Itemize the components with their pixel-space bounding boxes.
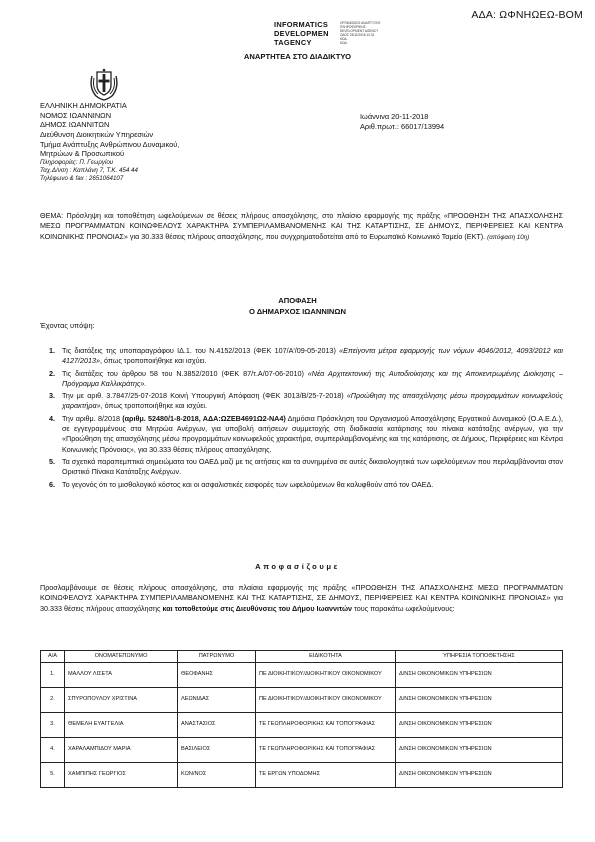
beneficiaries-table <box>40 650 562 788</box>
cell-specialty: ΠΕ ΔΙΟΙΚΗΤΙΚΟΥ/ΔΙΟΙΚΗΤΙΚΟΥ ΟΙΚΟΝΟΜΙΚΟΥ <box>256 663 396 688</box>
phone-fax: Τηλέφωνο & fax : 2651064107 <box>40 174 124 182</box>
agency-line: INFORMATICS <box>274 20 329 29</box>
subject-text: ΘΕΜΑ: Πρόσληψη και τοποθέτηση ωφελούμενων σε θέσεις πλήρους απασχόλησης, στο πλαίσιο εφαρμογής της πράξης «ΠΡΟΩΘΗΣΗ ΤΗΣ ΑΠΑΣΧΟΛΗΣΗΣ ΜΕΣΩ ΠΡΟΓΡΑΜΜΑΤΩΝ ΚΟΙΝΩΦΕΛΟΥΣ ΧΑΡΑΚΤΗΡΑ ΣΥΜΠΕΡΙΛΑΜΒΑΝΟΜΕΝΗΣ ΚΑΙ ΤΗΣ ΚΑΤΑΡΤΙΣΗΣ, ΣΕ ΔΗΜΟΥΣ, ΠΕΡΙΦΕΡΕΙΕΣ ΚΑΙ ΚΕΝΤΡΑ ΚΟΙΝΩΝΙΚΗΣ ΠΡΟΝΟΙΑΣ» για 30.333 θέσεις πλήρους απασχόλησης, που συγχρηματοδοτείται από το Ευρωπαϊκό Κοινωνικό Ταμείο (ΕΚΤ). <box>40 211 563 241</box>
cell-name: ΣΠΥΡΟΠΟΥΛΟΥ ΧΡΙΣΤΙΝΑ <box>65 688 178 713</box>
postal-address: Ταχ.Δ/νση : Καπλάνη 7, Τ.Κ. 454 44 <box>40 166 138 174</box>
country-name: ΕΛΛΗΝΙΚΗ ΔΗΜΟΚΡΑΤΙΑ <box>40 101 127 110</box>
item-number: 4. <box>49 413 55 423</box>
cell-father: ΘΕΟΦΑΝΗΣ <box>178 663 256 688</box>
agency-line: DEVELOPMEN <box>274 29 329 39</box>
agency-stamp-line: ΟΔΟΣ 25/11/2018 13:31 <box>340 33 375 37</box>
greek-emblem-icon <box>86 66 122 102</box>
consideration-item <box>40 480 563 490</box>
col-header-specialty: ΕΙΔΙΚΟΤΗΤΑ <box>256 651 396 663</box>
item-title: «Νέα Αρχιτεκτονική της Αυτοδιοίκησης και της Αποκεντρωμένης Διοίκησης – Πρόγραμμα Καλλικράτης». <box>62 368 563 388</box>
table-header-row <box>41 651 563 663</box>
cell-service: Δ/ΝΣΗ ΟΙΚΟΝΟΜΙΚΩΝ ΥΠΗΡΕΣΙΩΝ <box>396 763 563 788</box>
cell-name: ΧΑΜΠΙΠΗΣ ΓΕΩΡΓΙΟΣ <box>65 763 178 788</box>
col-header-name: ΟΝΟΜΑΤΕΠΩΝΥΜΟ <box>65 651 178 663</box>
subject-paragraph <box>40 211 563 243</box>
consideration-item <box>40 457 563 477</box>
info-contact: Πληροφορίες: Π. Γεωργίου <box>40 158 114 166</box>
item-number: 1. <box>49 346 55 355</box>
consideration-item <box>40 346 563 366</box>
item-text: Τις διατάξεις της υποπαραγράφου ΙΔ.1. του Ν.4152/2013 (ΦΕΚ 107/Α'/09-05-2013) <box>62 346 340 355</box>
ada-code: ΑΔΑ: ΩΦΝΗΩΕΩ-ΒΟΜ <box>471 9 583 21</box>
resolution-intro <box>40 583 563 614</box>
item-text-end: , όπως τροποποιήθηκε και ισχύει. <box>99 356 207 366</box>
item-text: Τις διατάξεις του άρθρου 58 του Ν.3852/2010 (ΦΕΚ 87/τ.Α/07-06-2010) <box>62 368 308 378</box>
cell-service: Δ/ΝΣΗ ΟΙΚΟΝΟΜΙΚΩΝ ΥΠΗΡΕΣΙΩΝ <box>396 738 563 763</box>
agency-stamp-line: DEVELOPMENT AGENCY <box>340 29 379 33</box>
agency-stamp-line: ΠΛΗΡΟΦΟΡΙΚΗΣ <box>340 25 366 29</box>
agency-stamp-line: ΚΩΔ: <box>340 41 348 45</box>
cell-service: Δ/ΝΣΗ ΟΙΚΟΝΟΜΙΚΩΝ ΥΠΗΡΕΣΙΩΝ <box>396 713 563 738</box>
cell-index: 4. <box>41 738 65 763</box>
cell-service: Δ/ΝΣΗ ΟΙΚΟΝΟΜΙΚΩΝ ΥΠΗΡΕΣΙΩΝ <box>396 688 563 713</box>
table-row <box>41 738 563 763</box>
cell-name: ΘΕΜΕΛΗ ΕΥΑΓΓΕΛΙΑ <box>65 713 178 738</box>
col-header-index: Α/Α <box>41 651 65 663</box>
table-row <box>41 688 563 713</box>
agency-stamp-line: ΚΩΔ. <box>340 37 348 41</box>
col-header-service: ΥΠΗΡΕΣΙΑ ΤΟΠΟΘΕΤΗΣΗΣ <box>396 651 563 663</box>
item-text: Το γεγονός ότι το μισθολογικό κόστος και οι ασφαλιστικές εισφορές των ωφελούμενων θα καλυφθούν από τον ΟΑΕΔ. <box>62 479 434 489</box>
item-title: «Επείγοντα μέτρα εφαρμογής των νόμων 4046/2012, 4093/2012 και 4127/2013» <box>62 346 563 366</box>
cell-father: ΚΩΝ/ΝΟΣ <box>178 763 256 788</box>
agency-stamp-text <box>340 21 380 45</box>
cell-index: 2. <box>41 688 65 713</box>
cell-index: 1. <box>41 663 65 688</box>
cell-father: ΒΑΣΙΛΕΙΟΣ <box>178 738 256 763</box>
table-row <box>41 663 563 688</box>
having-regard: Έχοντας υπόψη: <box>40 321 95 330</box>
subject-note: (απόφαση 10η) <box>487 233 530 241</box>
table-row <box>41 713 563 738</box>
place-date: Ιωάννινα 20-11-2018 <box>360 112 429 121</box>
department-name-cont: Μητρώων & Προσωπικού <box>40 149 125 159</box>
cell-father: ΛΕΩΝΙΔΑΣ <box>178 688 256 713</box>
cell-name: ΧΑΡΑΛΑΜΠΙΔΟΥ ΜΑΡΙΑ <box>65 738 178 763</box>
considerations-list <box>40 346 563 492</box>
consideration-item <box>40 369 563 389</box>
item-text: Την με αριθ. 3.7847/25-07-2018 Κοινή Υπουργική Απόφαση (ΦΕΚ 3013/Β/25-7-2018) <box>62 391 347 401</box>
sender-block <box>40 101 179 183</box>
item-number: 6. <box>49 479 55 489</box>
item-text: Τα σχετικά παραπεμπτικά σημειώματα του ΟΑΕΔ μαζί με τις αιτήσεις και τα συνημμένα σε αυτές δικαιολογητικά των ωφελούμενων που περιλαμβάνονται στον Οριστικό Πίνακα Κατάταξης Ανέργων. <box>62 456 563 477</box>
protocol-number: Αριθ.πρωτ.: 66017/13994 <box>360 121 445 131</box>
cell-specialty: ΤΕ ΓΕΩΠΛΗΡΟΦΟΡΙΚΗΣ ΚΑΙ ΤΟΠΟΓΡΑΦΙΑΣ <box>256 738 396 763</box>
item-text-end: , όπως τροποποιήθηκε και ισχύει. <box>100 401 208 411</box>
mayor-title: Ο ΔΗΜΑΡΧΟΣ ΙΩΑΝΝΙΝΩΝ <box>248 307 346 317</box>
item-reference: (αριθμ. 52480/1-8-2018, ΑΔΑ:ΩΖΕΒ4691Ω2-ΝΑ4) <box>122 413 286 423</box>
agency-name <box>274 20 329 47</box>
agency-line: TAGENCY <box>274 38 312 48</box>
cell-specialty: ΤΕ ΕΡΓΩΝ ΥΠΟΔΟΜΗΣ <box>256 763 396 788</box>
cell-father: ΑΝΑΣΤΑΣΙΟΣ <box>178 713 256 738</box>
consideration-item <box>40 414 563 455</box>
cell-index: 3. <box>41 713 65 738</box>
cell-name: ΜΑΛΛΟΥ ΛΙΣΕΤΑ <box>65 663 178 688</box>
prefecture-name: ΝΟΜΟΣ ΙΩΑΝΝΙΝΩΝ <box>40 110 112 120</box>
consideration-item <box>40 391 563 411</box>
cell-specialty: ΤΕ ΓΕΩΠΛΗΡΟΦΟΡΙΚΗΣ ΚΑΙ ΤΟΠΟΓΡΑΦΙΑΣ <box>256 713 396 738</box>
item-number: 2. <box>49 368 55 378</box>
item-number: 5. <box>49 456 55 466</box>
municipality-name: ΔΗΜΟΣ ΙΩΑΝΝΙΤΩΝ <box>40 120 110 130</box>
item-text-end: Δημόσια Πρόσκληση του Οργανισμού Απασχόλησης Εργατικού Δυναμικού (Ο.Α.Ε.Δ.), σε εγγεγραμμένους στα Μητρώα Ανέργων, για υποβολή αιτήσεων συμμετοχής στη διαδικασία κατάρτισης του πίνακα κατάταξης ανέργων, για την «Προώθηση της απασχόλησης μέσω προγραμμάτων κοινωφελούς χαρακτήρα, συμπεριλαμβανομένης και της κατάρτισης, σε Δήμους, Περιφέρειες και Κέντρα Κοινωνικής Πρόνοιας», για 30.333 θέσεις πλήρους απασχόλησης. <box>62 413 564 454</box>
intro-text: Προσλαμβάνουμε σε θέσεις πλήρους απασχόλησης, στα πλαίσια εφαρμογής της πράξης «ΠΡΟΩΘΗΣΗ ΤΗΣ ΑΠΑΣΧΟΛΗΣΗΣ ΜΕΣΩ ΠΡΟΓΡΑΜΜΑΤΩΝ ΚΟΙΝΩΦΕΛΟΥΣ ΧΑΡΑΚΤΗΡΑ ΣΥΜΠΕΡΙΛΑΜΒΑΝΟΜΕΝΗΣ ΚΑΙ ΤΗΣ ΚΑΤΑΡΤΙΣΗΣ, ΣΕ ΔΗΜΟΥΣ, ΠΕΡΙΦΕΡΕΙΕΣ ΚΑΙ ΚΕΝΤΡΑ ΚΟΙΝΩΝΙΚΗΣ ΠΡΟΝΟΙΑΣ» για 30.333 θέσεις πλήρους απασχόλησης <box>40 583 563 613</box>
publish-notice: ΑΝΑΡΤΗΤΕΑ ΣΤΟ ΔΙΑΔΙΚΤΥΟ <box>243 52 352 61</box>
cell-service: Δ/ΝΣΗ ΟΙΚΟΝΟΜΙΚΩΝ ΥΠΗΡΕΣΙΩΝ <box>396 663 563 688</box>
resolution-heading: Αποφασίζουμε <box>255 562 340 571</box>
directorate-name: Διεύθυνση Διοικητικών Υπηρεσιών <box>40 129 154 139</box>
decision-title: ΑΠΟΦΑΣΗ <box>278 296 317 305</box>
agency-stamp-line: ΟΡΓΑΝΙΣΜΟΣ ΑΝΑΠΤΥΞΗΣ <box>340 21 381 25</box>
cell-specialty: ΠΕ ΔΙΟΙΚΗΤΙΚΟΥ/ΔΙΟΙΚΗΤΙΚΟΥ ΟΙΚΟΝΟΜΙΚΟΥ <box>256 688 396 713</box>
col-header-father: ΠΑΤΡΩΝΥΜΟ <box>178 651 256 663</box>
intro-text-end: τους παρακάτω ωφελούμενους: <box>352 603 455 613</box>
item-text: Την αριθμ. 8/2018 <box>62 413 123 423</box>
item-number: 3. <box>49 391 55 401</box>
department-name: Τμήμα Ανάπτυξης Ανθρώπινου Δυναμικού, <box>40 139 180 149</box>
table-row <box>41 763 563 788</box>
item-title: «Προώθηση της απασχόλησης μέσω προγραμμάτων κοινωφελούς χαρακτήρα» <box>62 391 564 411</box>
intro-placement: και τοποθετούμε στις Διευθύνσεις του Δήμου Ιωαννιτών <box>162 603 353 613</box>
cell-index: 5. <box>41 763 65 788</box>
decision-title-block <box>0 295 595 318</box>
place-date-block <box>360 112 444 132</box>
